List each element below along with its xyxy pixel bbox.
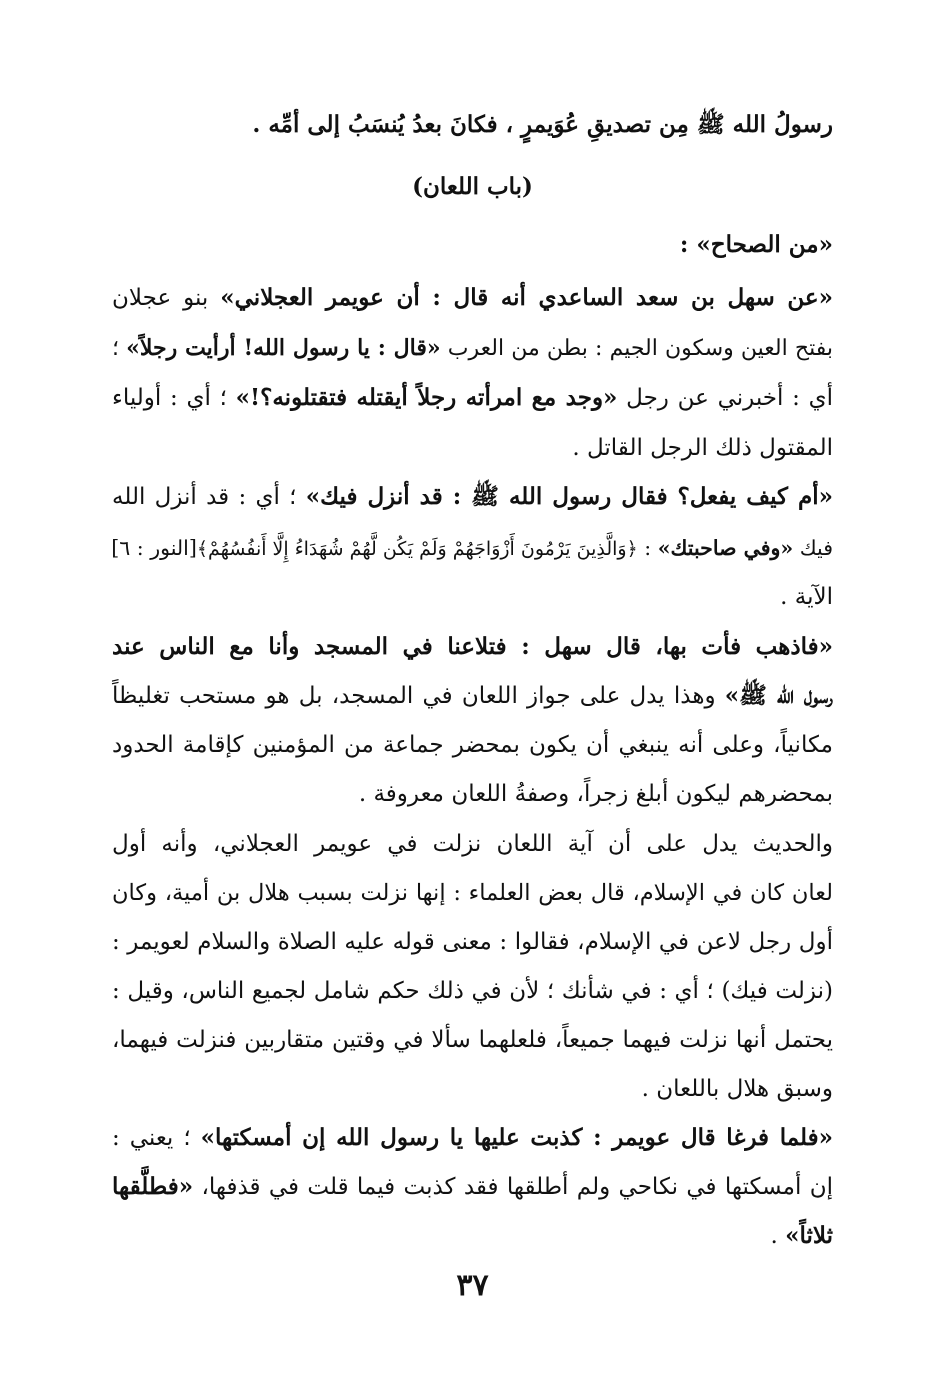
text-line <box>112 829 833 859</box>
text-line <box>112 110 833 140</box>
text-run: يحتمل أنها نزلت فيهما جميعاً، فلعلهما سألا في وقتين متقاربين فنزلت فيهما، <box>112 1027 833 1053</box>
text-line <box>112 878 833 908</box>
text-run: الآية . <box>780 584 833 610</box>
text-run: بنو عجلان <box>112 285 221 311</box>
text-line <box>112 383 833 413</box>
text-run: إن أمسكتها في نكاحي ولم أطلقها فقد كذبت فيما قلت في قذفها، <box>193 1174 833 1200</box>
text-line <box>112 1025 833 1055</box>
subheading <box>112 230 833 260</box>
section-heading <box>112 172 833 202</box>
bold-text-run: ثلاثاً» <box>785 1222 833 1249</box>
text-run: [النور : ٦] <box>111 536 197 560</box>
bold-text-run: «أم كيف يفعل؟ فقال رسول الله ﷺ : قد أنزل فيك» <box>305 483 833 510</box>
text-run: وسبق هلال باللعان . <box>641 1076 833 1102</box>
bold-text-run: (باب اللعان) <box>412 173 533 200</box>
text-line <box>112 779 833 809</box>
text-run: : <box>637 536 658 560</box>
bold-text-run: «فطلَّقها <box>112 1173 194 1200</box>
text-run: . <box>770 1223 786 1249</box>
text-run: (نزلت فيك) ؛ أي : في شأنك ؛ لأن في ذلك حكم شامل لجميع الناس، وقيل : <box>112 978 833 1004</box>
text-line <box>112 482 833 512</box>
bold-text-run: «عن سهل بن سعد الساعدي أنه قال : أن عويمر العجلاني» <box>220 284 833 311</box>
text-run: والحديث يدل على أن آية اللعان نزلت في عويمر العجلاني، وأنه أول <box>112 831 833 857</box>
text-line <box>112 1221 833 1251</box>
text-line <box>112 681 833 711</box>
text-run: المقتول ذلك الرجل القاتل . <box>572 435 833 461</box>
bold-text-run: «فاذهب فأت بها، قال سهل : فتلاعنا في المسجد وأنا مع الناس عند <box>112 633 833 660</box>
text-run: ؛ أي : قد أنزل الله <box>112 484 306 510</box>
text-line <box>112 333 833 364</box>
bold-text-run: «وفي صاحبتك» <box>657 536 794 560</box>
text-line <box>112 433 833 463</box>
quran-verse: ﴿وَالَّذِينَ يَرْمُونَ أَزْوَاجَهُمْ وَلَمْ يَكُن لَّهُمْ شُهَدَاءُ إِلَّا أَنفُسُهُمْ﴾ <box>196 538 638 560</box>
text-line <box>112 283 833 313</box>
text-run: لعان كان في الإسلام، قال بعض العلماء : إنها نزلت بسبب هلال بن أمية، وكان <box>112 880 833 906</box>
text-run: فيك <box>793 536 833 560</box>
text-run: ؛ يعني : <box>112 1125 201 1151</box>
text-line <box>112 632 833 662</box>
text-run: أول رجل لاعن في الإسلام، فقالوا : معنى قوله عليه الصلاة والسلام لعويمر : <box>112 929 833 955</box>
text-line <box>112 927 833 957</box>
text-line <box>112 533 833 564</box>
text-line <box>112 730 833 760</box>
text-line <box>112 582 833 612</box>
text-run: مكانياً، وعلى أنه ينبغي أن يكون بمحضر جماعة من المؤمنين كإقامة الحدود <box>112 732 833 758</box>
bold-text-run: «فلما فرغا قال عويمر : كذبت عليها يا رسول الله إن أمسكتها» <box>200 1124 833 1151</box>
text-run: أي : أخبرني عن رجل <box>617 385 834 411</box>
text-line <box>112 1074 833 1104</box>
text-run: وهذا يدل على جواز اللعان في المسجد، بل هو مستحب تغليظاً <box>112 683 725 709</box>
bold-text-run: «من الصحاح» : <box>679 231 833 258</box>
text-line <box>112 976 833 1006</box>
text-run: ؛ أي : أولياء <box>112 385 236 411</box>
bold-text-run: «قال : يا رسول الله! أرأيت رجلاً» <box>126 335 441 361</box>
text-run: ؛ <box>112 336 127 361</box>
bold-text-run: رسول الله ﷺ» <box>724 682 833 709</box>
text-run: بمحضرهم ليكون أبلغ زجراً، وصفةُ اللعان معروفة . <box>358 781 833 807</box>
bold-text-run: «وجد مع امرأته رجلاً أيقتله فتقتلونه؟!» <box>235 384 618 411</box>
text-line <box>112 1172 833 1202</box>
page-number: ٣٧ <box>456 1268 489 1303</box>
bold-text-run: رسولُ الله ﷺ مِن تصديقِ عُوَيمرٍ ، فكانَ بعدُ يُنسَبُ إلى أمِّه . <box>252 111 833 138</box>
text-line <box>112 1123 833 1153</box>
text-run: بفتح العين وسكون الجيم : بطن من العرب <box>440 336 833 361</box>
